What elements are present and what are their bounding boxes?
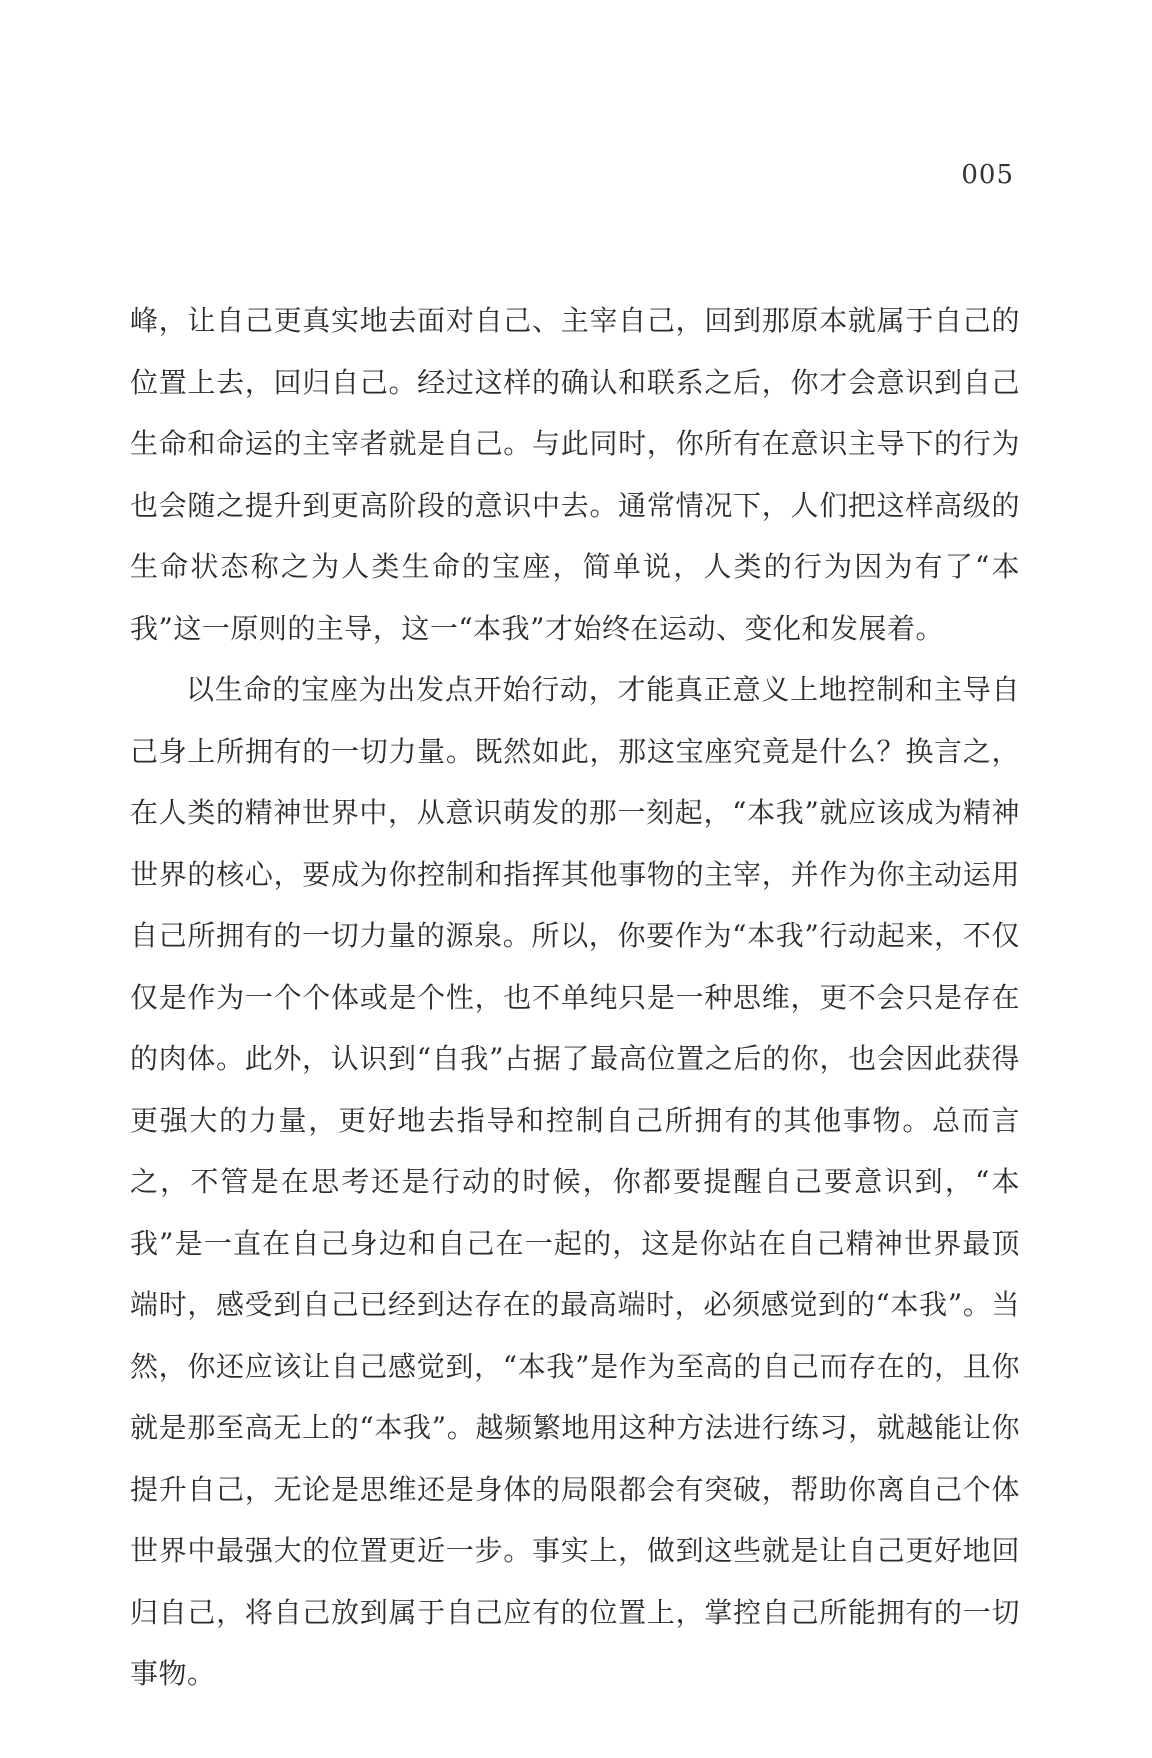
page-number: 005 bbox=[961, 160, 1014, 190]
paragraph-2: 以生命的宝座为出发点开始行动，才能真正意义上地控制和主导自己身上所拥有的一切力量。既然如此，那这宝座究竟是什么？换言之，在人类的精神世界中，从意识萌发的那一刻起，“本我”就应该成为精神世界的核心，要成为你控制和指挥其他事物的主宰，并作为你主动运用自己所拥有的一切力量的源泉。所以，你要作为“本我”行动起来，不仅仅是作为一个个体或是个性，也不单纯只是一种思维，更不会只是存在的肉体。此外，认识到“自我”占据了最高位置之后的你，也会因此获得更强大的力量，更好地去指导和控制自己所拥有的其他事物。总而言之，不管是在思考还是行动的时候，你都要提醒自己要意识到，“本我”是一直在自己身边和自己在一起的，这是你站在自己精神世界最顶端时，感受到自己已经到达存在的最高端时，必须感觉到的“本我”。当然，你还应该让自己感觉到，“本我”是作为至高的自己而存在的，且你就是那至高无上的“本我”。越频繁地用这种方法进行练习，就越能让你提升自己，无论是思维还是身体的局限都会有突破，帮助你离自己个体世界中最强大的位置更近一步。事实上，做到这些就是让自己更好地回归自己，将自己放到属于自己应有的位置上，掌控自己所能拥有的一切事物。 bbox=[130, 673, 1020, 1690]
page-body bbox=[130, 290, 1020, 1705]
paragraph-1: 峰，让自己更真实地去面对自己、主宰自己，回到那原本就属于自己的位置上去，回归自己。经过这样的确认和联系之后，你才会意识到自己生命和命运的主宰者就是自己。与此同时，你所有在意识主导下的行为也会随之提升到更高阶段的意识中去。通常情况下，人们把这样高级的生命状态称之为人类生命的宝座，简单说，人类的行为因为有了“本我”这一原则的主导，这一“本我”才始终在运动、变化和发展着。 bbox=[130, 304, 1020, 645]
